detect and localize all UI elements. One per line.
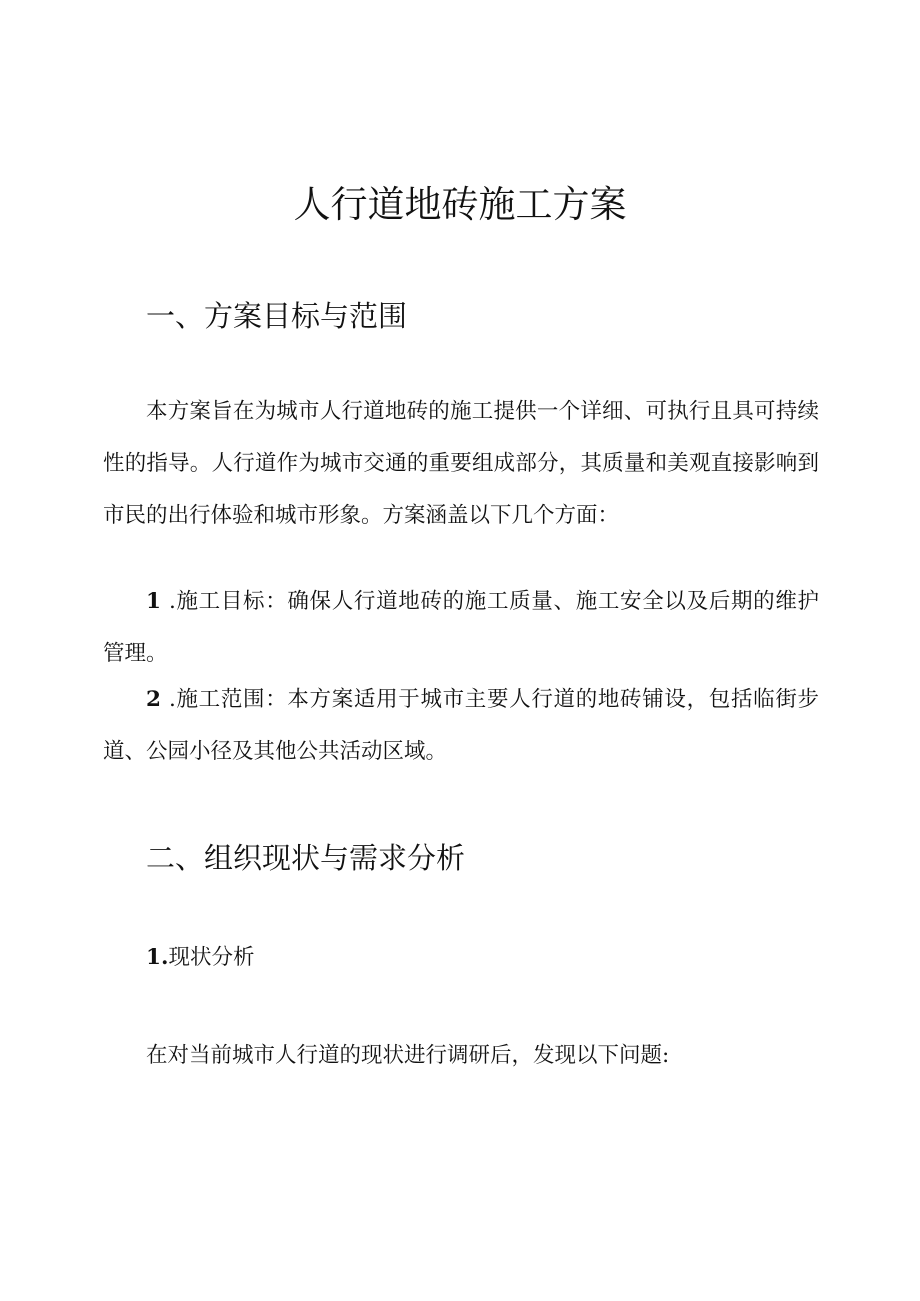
document-title: 人行道地砖施工方案: [293, 183, 627, 226]
subsection-title: 现状分析: [168, 945, 255, 970]
list-item-number: 1: [146, 589, 161, 614]
list-item-text: .施工目标：确保人行道地砖的施工质量、施工安全以及后期的维护管理。: [103, 589, 819, 666]
section-1-heading: 一、方案目标与范围: [146, 299, 408, 333]
list-item-number: 2: [146, 687, 161, 712]
section-2-heading: 二、组织现状与需求分析: [146, 841, 466, 875]
list-item: [103, 674, 819, 778]
list-item: [103, 576, 819, 680]
subsection-number: 1.: [146, 945, 169, 970]
section-1-intro-paragraph: 本方案旨在为城市人行道地砖的施工提供一个详细、可执行且具可持续性的指导。人行道作为城市交通的重要组成部分，其质量和美观直接影响到市民的出行体验和城市形象。方案涵盖以下几个方面：: [103, 399, 819, 528]
list-item-text: .施工范围：本方案适用于城市主要人行道的地砖铺设，包括临街步道、公园小径及其他公共活动区域。: [103, 687, 819, 764]
section-2-paragraph: 在对当前城市人行道的现状进行调研后，发现以下问题:: [146, 1043, 670, 1068]
subsection-heading: [146, 932, 254, 984]
